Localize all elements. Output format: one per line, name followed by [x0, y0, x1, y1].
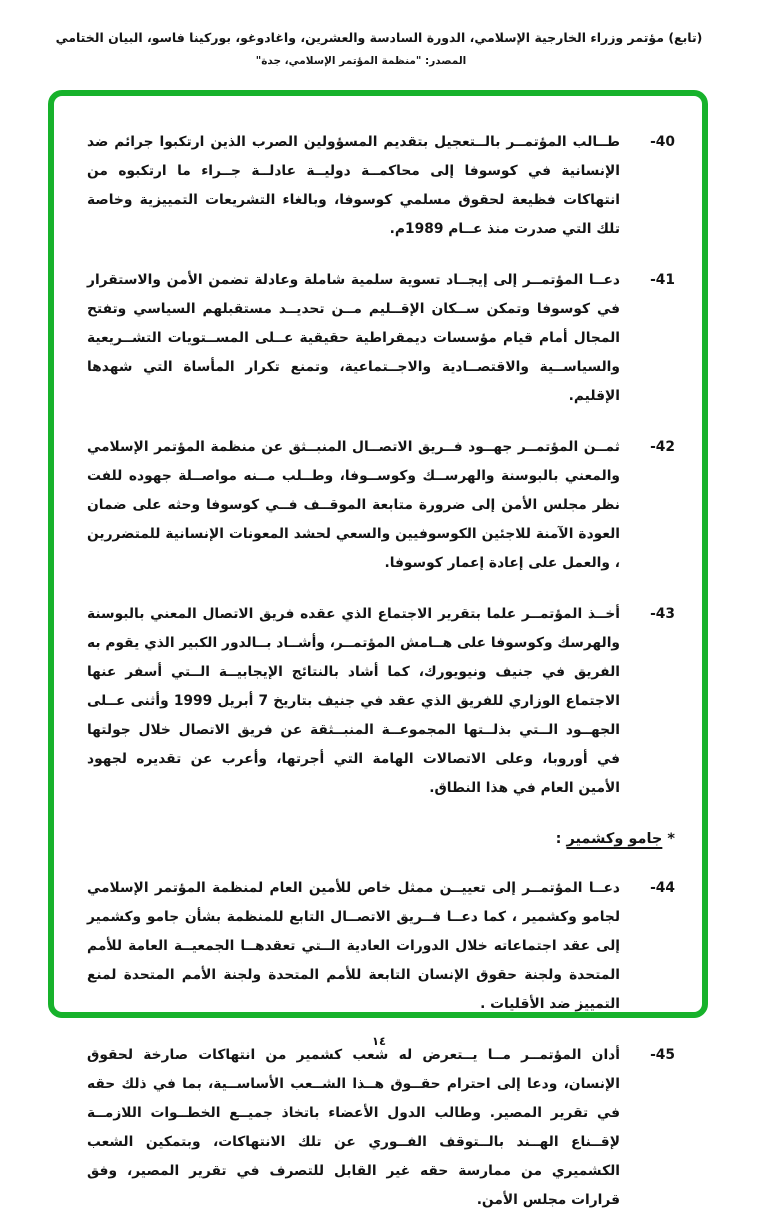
paragraph-41-number: -41: [650, 272, 675, 288]
heading-title: جامو وكشمير: [566, 831, 663, 847]
paragraph-43-text: أخــذ المؤتمــر علما بتقرير الاجتماع الذي عقده فريق الاتصال المعني بالبوسنة والهرسك وكوسوفا على هــامش المؤتمــر، وأشــاد بــالدور الكبير الذي يقوم به الفريق في جنيف ونيويورك، كما أشاد بالنتائج الإيجابيــة الــتي أسفر عنها الاجتماع الوزاري للفريق الذي عقد في جنيف بتاريخ 7 أبريل 1999 وأثنى عــلى الجهــود الــتي بذلــتها المجموعــة المنبــثقة عن فريق الاتصال خلال جولتها في أوروبا، وعلى الاتصالات الهامة التي أجرتها، وأعرب عن تقديره لجهود الأمين العام في هذا النطاق.: [87, 606, 620, 796]
paragraph-42: [87, 433, 675, 578]
paragraph-44: [87, 874, 675, 1019]
paragraph-41: [87, 266, 675, 411]
document-title: (تابع) مؤتمر وزراء الخارجية الإسلامي، الدورة السادسة والعشرين، واغادوغو، بوركينا فاسو، البيان الختامي: [55, 30, 703, 45]
document-source: المصدر: "منظمة المؤتمر الإسلامي، جدة": [255, 55, 467, 67]
paragraph-43-number: -43: [650, 606, 675, 622]
page-number: ١٤: [371, 1034, 387, 1048]
heading-colon: :: [555, 831, 567, 847]
paragraph-43: [87, 600, 675, 803]
paragraph-45-number: -45: [650, 1047, 675, 1063]
paragraph-45: [87, 1041, 675, 1215]
paragraph-42-text: ثمــن المؤتمــر جهــود فــريق الاتصــال المنبــثق عن منظمة المؤتمر الإسلامي والمعني بالبوسنة والهرســك وكوســوفا، وطــلب مــنه مواصــلة جهوده للفت نظر مجلس الأمن إلى ضرورة متابعة الموقــف فــي كوسوفا وحثه على ضمان العودة الآمنة للاجئين الكوسوفيين والسعي لحشد المعونات الإنسانية للمتضررين ، والعمل على إعادة إعمار كوسوفا.: [87, 439, 620, 571]
paragraph-40-text: طــالب المؤتمــر بالــتعجيل بتقديم المسؤولين الصرب الذين ارتكبوا جرائم ضد الإنسانية في كوسوفا إلى محاكمــة دوليــة عادلــة جــراء ما ارتكبوه من انتهاكات فظيعة لحقوق مسلمي كوسوفا، وبالغاء التشريعات التمييزية وخاصة تلك التي صدرت منذ عــام 1989م.: [87, 134, 620, 237]
heading-asterisk: *: [667, 831, 675, 847]
paragraph-40: [87, 128, 675, 244]
paragraph-44-number: -44: [650, 880, 675, 896]
paragraph-44-text: دعــا المؤتمــر إلى تعييــن ممثل خاص للأمين العام لمنظمة المؤتمر الإسلامي لجامو وكشمير ، كما دعــا فــريق الاتصــال التابع للمنظمة بشأن جامو وكشمير إلى عقد اجتماعاته خلال الدورات العادية الــتي تعقدهــا الجمعيــة العامة للأمم المتحدة ولجنة حقوق الإنسان التابعة للأمم المتحدة ولجنة الأمم المتحدة لمنع التمييز ضد الأقليات .: [87, 880, 620, 1012]
paragraph-45-text: أدان المؤتمــر مــا يــتعرض له شعب كشمير من انتهاكات صارخة لحقوق الإنسان، ودعا إلى احترام حقــوق هــذا الشــعب الأساســية، بما في ذلك حقه في تقرير المصير. وطالب الدول الأعضاء باتخاذ جميــع الخطــوات اللازمــة لإقــناع الهــند بالــتوقف الفــوري عن تلك الانتهاكات، وبتمكين الشعب الكشميري من ممارسة حقه غير القابل للتصرف في تقرير المصير، وفق قرارات مجلس الأمن.: [87, 1047, 620, 1208]
paragraph-42-number: -42: [650, 439, 675, 455]
page-header: [0, 30, 758, 67]
paragraph-40-number: -40: [650, 134, 675, 150]
paragraph-41-text: دعــا المؤتمــر إلى إيجــاد تسوية سلمية شاملة وعادلة تضمن الأمن والاستقرار في كوسوفا وتمكن ســكان الإقــليم مــن تحديــد مستقبلهم السياسي وتفتح المجال أمام قيام مؤسسات ديمقراطية حقيقية عــلى المســتويات التشــريعية والسياســية والاقتصــادية والاجــتماعية، وتمنع تكرار المأساة التي شهدها الإقليم.: [87, 272, 620, 404]
section-heading-jammu-kashmir: [87, 825, 675, 854]
